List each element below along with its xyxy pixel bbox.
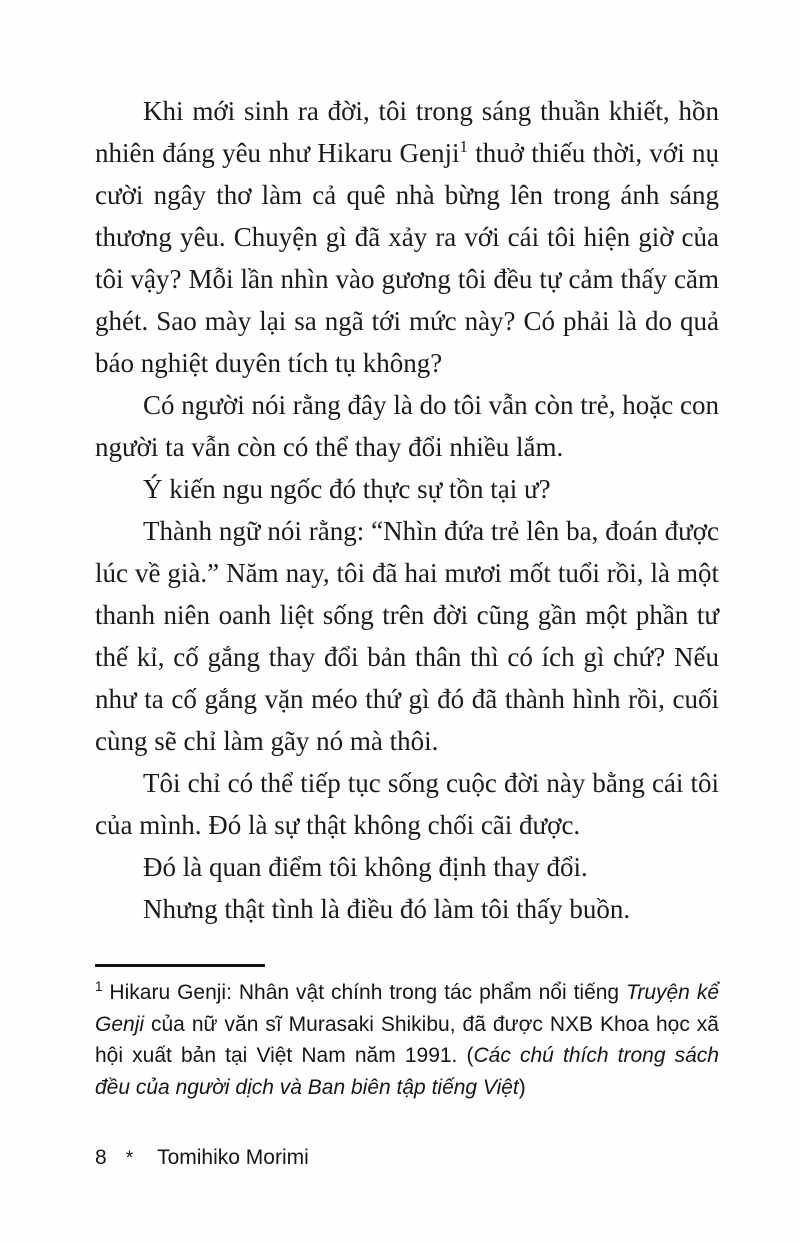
body-text: [95, 90, 719, 930]
body-paragraph: [95, 888, 719, 930]
footer-asterisk-icon: *: [125, 1148, 134, 1169]
text-run: Thành ngữ nói rằng: “Nhìn đứa trẻ lên ba, đoán được lúc về già.” Năm nay, tôi đã hai mươi mốt tuổi rồi, là một thanh niên oanh liệt sống trên đời cũng gần một phần tư thế kỉ, cố gắng thay đổi bản thân thì có ích gì chứ? Nếu như ta cố gắng vặn méo thứ gì đó đã thành hình rồi, cuối cùng sẽ chỉ làm gãy nó mà thôi.: [95, 516, 719, 756]
page-number: 8: [95, 1146, 107, 1169]
text-run: thuở thiếu thời, với nụ cười ngây thơ làm cả quê nhà bừng lên trong ánh sáng thương yêu. Chuyện gì đã xảy ra với cái tôi hiện giờ của tôi vậy? Mỗi lần nhìn vào gương tôi đều tự cảm thấy căm ghét. Sao mày lại sa ngã tới mức này? Có phải là do quả báo nghiệt duyên tích tụ không?: [95, 138, 719, 378]
body-paragraph: [95, 384, 719, 468]
text-run: Khi mới sinh ra đời, tôi trong sáng thuần khiết, hồn nhiên đáng yêu như Hikaru Genji: [95, 96, 719, 168]
footnote-separator-rule: [95, 964, 265, 967]
body-paragraph: [95, 846, 719, 888]
page-footer: [95, 1146, 309, 1170]
italic-text: Các chú thích trong sách đều của người dịch và Ban biên tập tiếng Việt: [95, 1044, 719, 1099]
text-run: Ý kiến ngu ngốc đó thực sự tồn tại ư?: [143, 474, 551, 504]
text-run: Đó là quan điểm tôi không định thay đổi.: [143, 852, 588, 882]
footnote-marker: 1: [95, 979, 103, 994]
text-run: của nữ văn sĩ Murasaki Shikibu, đã được NXB Khoa học xã hội xuất bản tại Việt Nam năm 1991. (: [95, 1012, 719, 1067]
footnote-section: [95, 956, 719, 1103]
body-paragraph: [95, 762, 719, 846]
footnote-marker: 1: [459, 137, 468, 156]
footnote-text: [95, 977, 719, 1103]
text-run: Có người nói rằng đây là do tôi vẫn còn trẻ, hoặc con người ta vẫn còn có thể thay đổi nhiều lắm.: [95, 390, 719, 462]
text-run: ): [518, 1075, 526, 1099]
italic-text: Truyện kể Genji: [95, 981, 719, 1036]
text-run: Tôi chỉ có thể tiếp tục sống cuộc đời này bằng cái tôi của mình. Đó là sự thật không chối cãi được.: [95, 768, 719, 840]
body-paragraph: [95, 468, 719, 510]
text-run: Nhưng thật tình là điều đó làm tôi thấy buồn.: [143, 894, 631, 924]
text-run: Hikaru Genji: Nhân vật chính trong tác phẩm nổi tiếng: [102, 981, 627, 1004]
body-paragraph: [95, 90, 719, 384]
author-name: Tomihiko Morimi: [157, 1146, 309, 1169]
body-paragraph: [95, 510, 719, 762]
